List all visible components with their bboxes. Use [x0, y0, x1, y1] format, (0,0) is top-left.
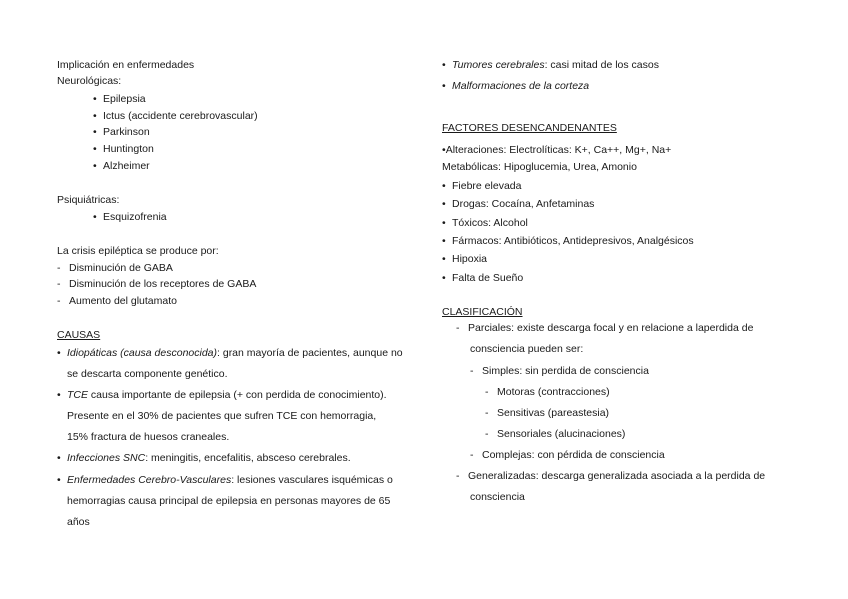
- list-item: - Complejas: con pérdida de consciencia: [470, 449, 665, 461]
- section-title: Implicación en enfermedades: [57, 59, 195, 71]
- list-item: • Esquizofrenia: [93, 211, 167, 223]
- list-item: • Fármacos: Antibióticos, Antidepresivos, Analgésicos: [442, 235, 694, 247]
- list-item: • Ictus (accidente cerebrovascular): [93, 110, 258, 122]
- list-item: - Generalizadas: descarga generalizada asociada a la perdida de: [456, 470, 766, 482]
- list-item: - Simples: sin perdida de consciencia: [470, 365, 649, 377]
- list-item: • Malformaciones de la corteza: [442, 80, 590, 92]
- list-item: - Sensitivas (pareastesia): [485, 407, 610, 419]
- list-item-continuation: 15% fractura de huesos craneales.: [67, 431, 230, 443]
- list-item: • Hipoxia: [442, 253, 488, 265]
- list-item: • TCE causa importante de epilepsia (+ con perdida de conocimiento).: [57, 389, 387, 401]
- list-item: • Drogas: Cocaína, Anfetaminas: [442, 198, 595, 210]
- list-item-continuation: consciencia: [470, 491, 525, 503]
- list-item: • Tóxicos: Alcohol: [442, 217, 528, 229]
- list-item: • Parkinson: [93, 126, 150, 138]
- list-item: - Aumento del glutamato: [57, 295, 177, 307]
- list-item: • Infecciones SNC: meningitis, encefalitis, absceso cerebrales.: [57, 452, 351, 464]
- list-item: • Alzheimer: [93, 160, 150, 172]
- neuro-label: Neurológicas:: [57, 75, 122, 87]
- list-item-continuation: Metabólicas: Hipoglucemia, Urea, Amonio: [442, 161, 637, 173]
- list-item: - Motoras (contracciones): [485, 386, 610, 398]
- psiq-label: Psiquiátricas:: [57, 194, 120, 206]
- list-item: - Disminución de los receptores de GABA: [57, 278, 257, 290]
- list-item: • Fiebre elevada: [442, 180, 522, 192]
- list-item: • Falta de Sueño: [442, 272, 524, 284]
- factores-title: FACTORES DESENCANDENANTES: [442, 122, 617, 134]
- clasif-title: CLASIFICACIÓN: [442, 306, 523, 318]
- list-item-continuation: años: [67, 516, 90, 528]
- list-item: • Tumores cerebrales: casi mitad de los casos: [442, 59, 659, 71]
- list-item-continuation: consciencia pueden ser:: [470, 343, 584, 355]
- list-item: - Parciales: existe descarga focal y en relacione a laperdida de: [456, 322, 754, 334]
- crisis-title: La crisis epiléptica se produce por:: [57, 245, 219, 257]
- list-item: - Disminución de GABA: [57, 262, 173, 274]
- causas-title: CAUSAS: [57, 329, 101, 341]
- list-item: - Sensoriales (alucinaciones): [485, 428, 626, 440]
- list-item: • Idiopáticas (causa desconocida): gran mayoría de pacientes, aunque no: [57, 347, 403, 359]
- list-item-continuation: hemorragias causa principal de epilepsia en personas mayores de 65: [67, 495, 391, 507]
- list-item-continuation: se descarta componente genético.: [67, 368, 228, 380]
- list-item: • Huntington: [93, 143, 154, 155]
- list-item: • Enfermedades Cerebro-Vasculares: lesiones vasculares isquémicas o: [57, 474, 393, 486]
- list-item: •Alteraciones: Electrolíticas: K+, Ca++, Mg+, Na+: [442, 144, 672, 156]
- list-item-continuation: Presente en el 30% de pacientes que sufren TCE con hemorragia,: [67, 410, 377, 422]
- list-item: • Epilepsia: [93, 93, 146, 105]
